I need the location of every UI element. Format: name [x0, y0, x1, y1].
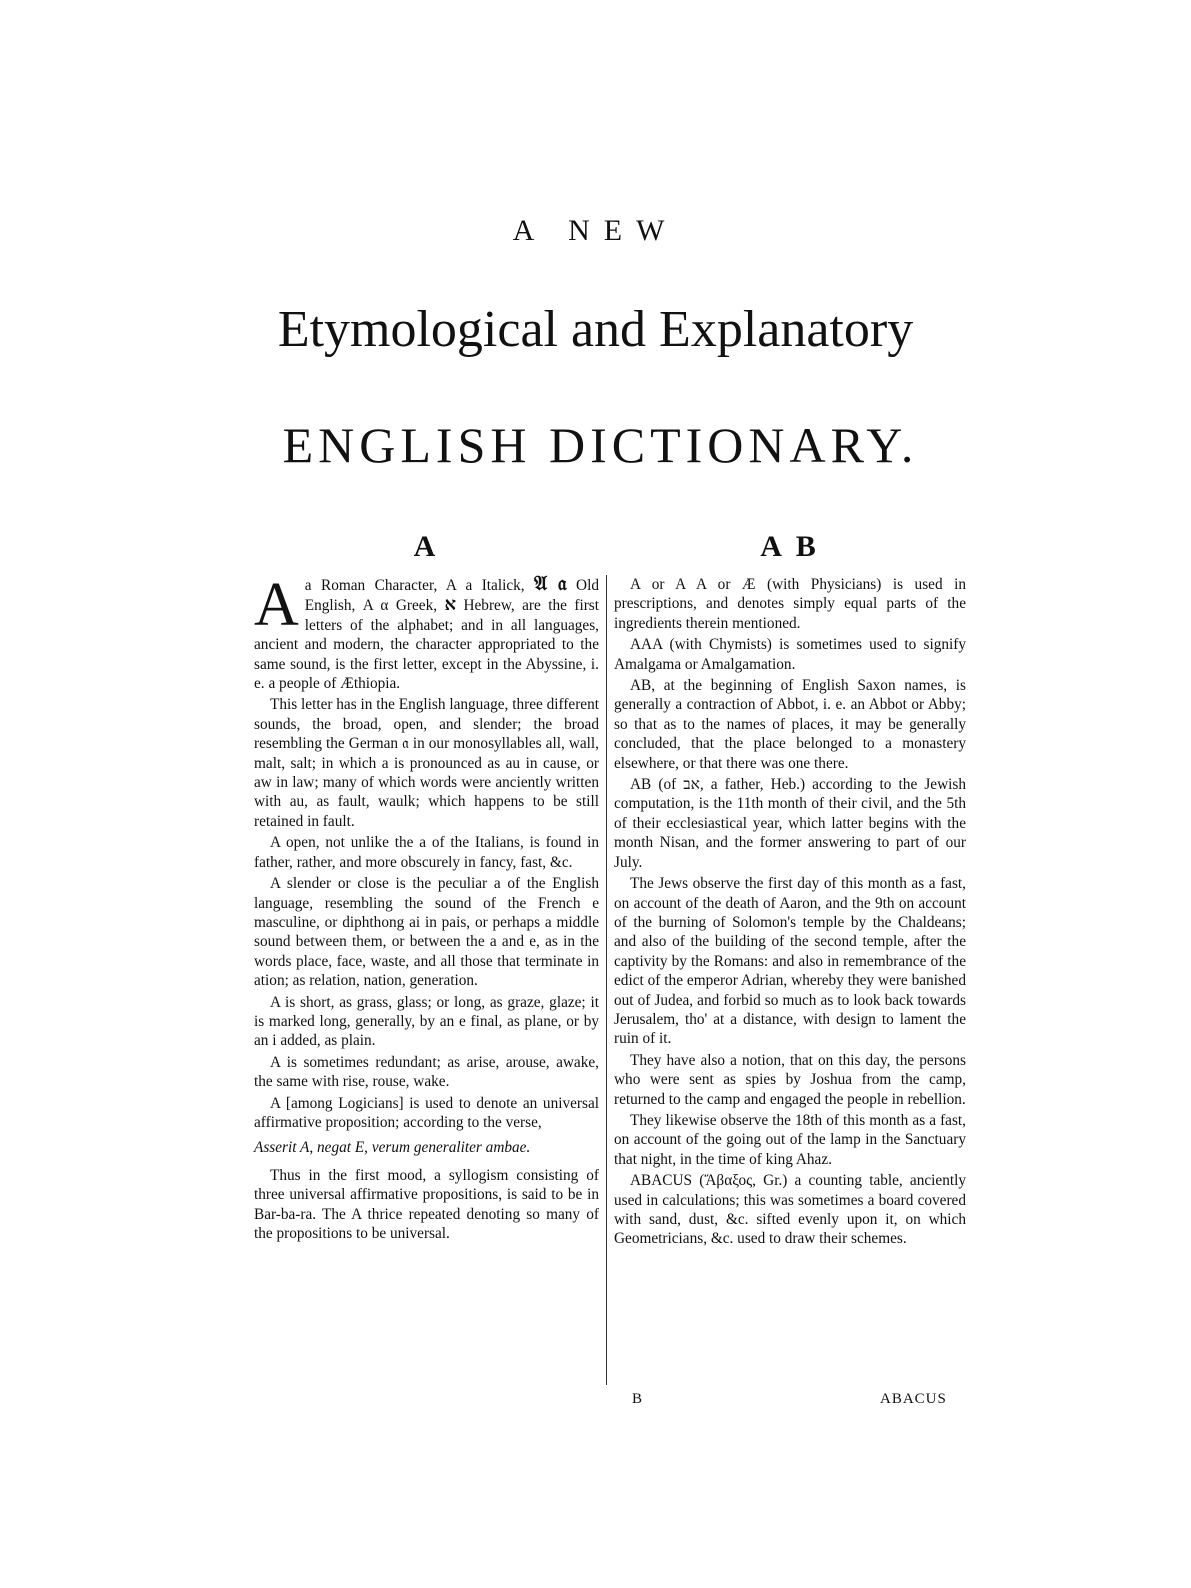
entry-paragraph: AB (of אב, a father, Heb.) according to the Jewish computation, is the 11th month of their civil, and the 5th of their ecclesiastical year, which latter begins with the month Nisan, and the former answering to part of our July.: [614, 776, 966, 871]
left-column: [254, 571, 600, 1245]
title-line-etymological: Etymological and Explanatory: [277, 301, 914, 358]
drop-capital: A: [254, 571, 299, 639]
entry-paragraph: AAA (with Chymists) is sometimes used to signify Amalgama or Amalgamation.: [614, 636, 966, 673]
latin-verse: Asserit A, negat E, verum generaliter ambae.: [254, 1139, 531, 1157]
gothic-letters: 𝔄 𝔞: [534, 573, 567, 595]
entry-paragraph: A open, not unlike the a of the Italians, is found in father, rather, and more obscurely in fancy, fast, &c.: [254, 834, 599, 871]
catchword: ABACUS: [880, 1391, 947, 1407]
entry-paragraph: A slender or close is the peculiar a of the English language, resembling the sound of the French e masculine, or diphthong ai in pais, or perhaps a middle sound between them, or between the a and e, as in the words place, face, waste, and all those that terminate in ation; as relation, nation, generation.: [254, 875, 599, 990]
title-line-a-new: A NEW: [512, 214, 679, 247]
entry-paragraph: They likewise observe the 18th of this month as a fast, on account of the going out of the lamp in the Sanctuary that night, in the time of king Ahaz.: [614, 1111, 966, 1168]
entry-paragraph: The Jews observe the first day of this month as a fast, on account of the death of Aaron, and the 9th on account of the burning of Solomon's temple by the Chaldeans; and also of the building of the second temple, after the captivity by the Romans: and also in remembrance of the edict of the emperor Adrian, whereby they were banished out of Judea, and forbid so much as to look back towards Jerusalem, tho' at a distance, with design to lament the ruin of it.: [614, 875, 966, 1048]
entry-paragraph: A is sometimes redundant; as arise, arouse, awake, the same with rise, rouse, wake.: [254, 1053, 599, 1091]
column-divider: [606, 575, 607, 1385]
signature-mark: B: [632, 1391, 643, 1407]
entry-paragraph: AB, at the beginning of English Saxon names, is generally a contraction of Abbot, i. e. an Abbot or Abby; so that as to the names of places, it may be generally concluded, that the place belonged to a monastery elsewhere, or that there was one there.: [614, 677, 966, 772]
right-column: [614, 575, 966, 1251]
entry-paragraph: They have also a notion, that on this day, the persons who were sent as spies by Joshua from the camp, returned to the camp and engaged the people in rebellion.: [614, 1051, 966, 1108]
entry-paragraph: [254, 571, 600, 693]
entry-paragraph: This letter has in the English language, three different sounds, the broad, open, and slender; the broad resembling the German 𝔞 in our monosyllables all, wall, malt, salt; in which a is pronounced as au in cause, or aw in law; many of which words were anciently written with au, as fault, waulk; which happens to be still retained in fault.: [254, 696, 599, 830]
entry-paragraph: A is short, as grass, glass; or long, as graze, glaze; it is marked long, generally, by an e final, as plane, or by an i added, as plain.: [254, 993, 599, 1050]
entry-paragraph: A or A A or Æ (with Physicians) is used in prescriptions, and denotes simply equal parts of the ingredients therein mentioned.: [614, 576, 966, 632]
title-line-english-dictionary: ENGLISH DICTIONARY.: [282, 417, 919, 473]
paragraph-text: a Roman Character, A a Italick, 𝔄 𝔞 Old English, Α α Greek, א Hebrew, are the first letters of the alphabet; and in all languages, ancient and modern, the character appropriated to the same sound, is the first letter, except in the Abyssine, i. e. a people of Æthiopia.: [254, 573, 600, 693]
entry-paragraph: A [among Logicians] is used to denote an universal affirmative proposition; according to the verse,: [254, 1094, 599, 1131]
hebrew-letter: א: [444, 594, 457, 615]
entry-paragraph: ABACUS (Ἄβαξος, Gr.) a counting table, anciently used in calculations; this was sometimes a board covered with sand, dust, &c. sifted evenly upon it, on which Geometricians, &c. used to draw their schemes.: [614, 1172, 966, 1248]
left-column-heading: A: [413, 530, 440, 563]
right-column-heading: A B: [760, 530, 820, 563]
entry-paragraph: Thus in the first mood, a syllogism consisting of three universal affirmative propositions, is said to be in Bar-ba-ra. The A thrice repeated denoting so many of the propositions to be universal.: [254, 1166, 599, 1242]
